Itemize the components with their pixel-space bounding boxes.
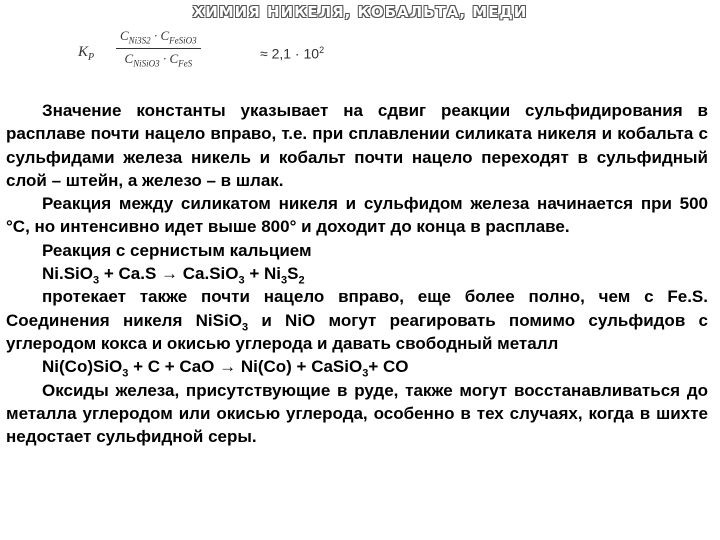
paragraph-constant-meaning: Значение константы указывает на сдвиг реакции сульфидирования в расплаве почти нацело вправо, т.е. при сплавлении силиката никеля и кобальта с сульфидами железа никель и кобальт почти нацело переходят в сульфидный слой – штейн, а железо – в шлак. <box>6 101 708 190</box>
body-text <box>6 99 708 448</box>
fraction-numerator: $C_{Ni3S2} \cdot C_{FeSiO3}$ <box>120 28 197 46</box>
equation-calcium-sulfide: $Ni.SiO_3 + Ca.S \to Ca.SiO_3 + Ni_3S_2$ <box>42 264 305 287</box>
paragraph-iron-oxides: Оксиды железа, присутствующие в руде, также могут восстанавливаться до металла углеродом или окисью углерода, особенно в тех случаях, когда в шихте недостает сульфидной серы. <box>6 380 708 447</box>
paragraph-calcium-sulfide: Реакция с сернистым кальцием <box>42 240 312 260</box>
equation-carbon-reduction: Ni(Co)SiO$_3$ + C + CaO → Ni(Co) + CaSiO$_3$+ CO <box>42 357 409 380</box>
paragraph-reaction-temperature: Реакция между силикатом никеля и сульфидом железа начинается при 500 °С, но интенсивно идет выше 800° и доходит до конца в расплаве. <box>6 194 708 237</box>
slide-title: ХИМИЯ НИКЕЛЯ, КОБАЛЬТА, МЕДИ <box>192 3 528 21</box>
fraction-denominator: $C_{NiSiO3} \cdot C_{FeS}$ <box>116 48 201 69</box>
kp-symbol: $K_P$ <box>78 44 95 63</box>
constant-value: ≈ $2,1 \cdot 10^2$ <box>260 45 325 62</box>
paragraph-nickel-compounds: протекает также почти нацело вправо, еще более полно, чем с Fe.S. Соединения никеля NiSiO$_3$ и NiO могут реагировать помимо сульфидов с углеродом кокса и окисью углерода и давать свободный металл <box>6 287 708 353</box>
fraction <box>116 28 201 68</box>
